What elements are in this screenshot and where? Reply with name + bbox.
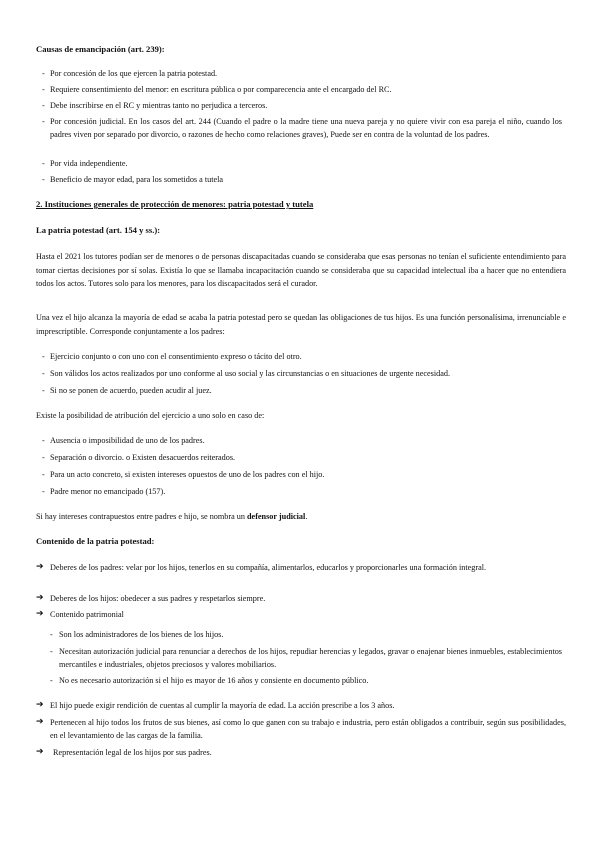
list-item: - Son válidos los actos realizados por uno conforme al uso social y las circunstancias o en situaciones de urgente necesidad. xyxy=(42,369,451,378)
arrow-item: ➔ Representación legal de los hijos por sus padres. xyxy=(36,746,566,759)
list-item: - Por concesión de los que ejercen la patria potestad. xyxy=(42,69,218,78)
list-item: - Debe inscribirse en el RC y mientras tanto no perjudica a terceros. xyxy=(42,101,268,110)
arrow-right-icon: ➔ xyxy=(36,562,44,572)
arrow-right-icon: ➔ xyxy=(36,700,44,710)
list-item: - Si no se ponen de acuerdo, pueden acudir al juez. xyxy=(42,386,212,395)
paragraph-tutors: Hasta el 2021 los tutores podían ser de menores o de personas discapacitadas cuando se consideraba que esas personas no tenían el suficiente entendimiento para tomar ciertas decisiones por sí solas. Existía lo que se llamaba incapacitación cuando se consideraba que su capacidad intelectual iba a hacer que no entendiera todos los actos. Tutores solo para los menores, para los discapacitados será el curador. xyxy=(36,252,566,289)
sub-list-item: - No es necesario autorización si el hijo es mayor de 16 años y consiente en documento público. xyxy=(50,676,369,685)
arrow-right-icon: ➔ xyxy=(36,609,44,619)
sub-list-item: - Necesitan autorización judicial para renunciar a derechos de los hijos, repudiar herencias y legados, gravar o enajenar bienes inmuebles, establecimientos mercantiles e industriales, objetos preciosos y valores mobiliarios. xyxy=(50,647,562,670)
arrow-item: ➔ Contenido patrimonial xyxy=(36,608,566,621)
arrow-item: ➔ Pertenecen al hijo todos los frutos de sus bienes, así como lo que ganen con su trabajo e industria, pero están obligados a contribuir, según sus posibilidades, en el levantamiento de las cargas de la familia. xyxy=(36,717,566,741)
section-2-heading: 2. Instituciones generales de protección de menores: patria potestad y tutela xyxy=(36,199,314,209)
list-item: - Separación o divorcio. o Existen desacuerdos reiterados. xyxy=(42,453,236,462)
list-item: - Para un acto concreto, si existen intereses opuestos de uno de los padres con el hijo. xyxy=(42,470,325,479)
arrow-item: ➔ El hijo puede exigir rendición de cuentas al cumplir la mayoría de edad. La acción prescribe a los 3 años. xyxy=(36,699,566,712)
emancipation-causes-heading: Causas de emancipación (art. 239): xyxy=(36,44,165,54)
contenido-heading: Contenido de la patria potestad: xyxy=(36,536,155,546)
paragraph-attribution: Existe la posibilidad de atribución del ejercicio a uno solo en caso de: xyxy=(36,411,265,420)
arrow-right-icon: ➔ xyxy=(36,747,44,757)
defensor-judicial-term: defensor judicial xyxy=(247,512,306,521)
paragraph-majority: Una vez el hijo alcanza la mayoría de edad se acaba la patria potestad pero se quedan las obligaciones de tus hijos. Es una función personalísima, irrenunciable e imprescriptible. Corresponde conjuntamente a los padres: xyxy=(36,313,566,336)
list-item: - Por concesión judicial. En los casos del art. 244 (Cuando el padre o la madre tiene una nueva pareja y no quiere vivir con esa pareja el niño, cuando los padres viven por separado por divorcio, o razones de hecho como relaciones graves), Puede ser en contra de la voluntad de los padres. xyxy=(42,117,562,139)
sub-list-item: - Son los administradores de los bienes de los hijos. xyxy=(50,630,224,639)
list-item: - Ejercicio conjunto o con uno con el consentimiento expreso o tácito del otro. xyxy=(42,352,302,361)
arrow-item: ➔ Deberes de los hijos: obedecer a sus padres y respetarlos siempre. xyxy=(36,592,566,605)
list-item: - Beneficio de mayor edad, para los sometidos a tutela xyxy=(42,175,224,184)
list-item: - Requiere consentimiento del menor: en escritura pública o por comparecencia ante el encargado del RC. xyxy=(42,85,392,94)
list-item: - Padre menor no emancipado (157). xyxy=(42,487,166,496)
list-item: - Por vida independiente. xyxy=(42,159,128,168)
arrow-right-icon: ➔ xyxy=(36,717,44,727)
list-item: - Ausencia o imposibilidad de uno de los padres. xyxy=(42,436,205,445)
paragraph-defensor-judicial: Si hay intereses contrapuestos entre padres e hijo, se nombra un defensor judicial. xyxy=(36,512,308,521)
arrow-item: ➔ Deberes de los padres: velar por los hijos, tenerlos en su compañía, alimentarlos, educarlos y proporcionarles una formación integral. xyxy=(36,561,566,574)
arrow-right-icon: ➔ xyxy=(36,593,44,603)
patria-potestad-heading: La patria potestad (art. 154 y ss.): xyxy=(36,225,161,235)
